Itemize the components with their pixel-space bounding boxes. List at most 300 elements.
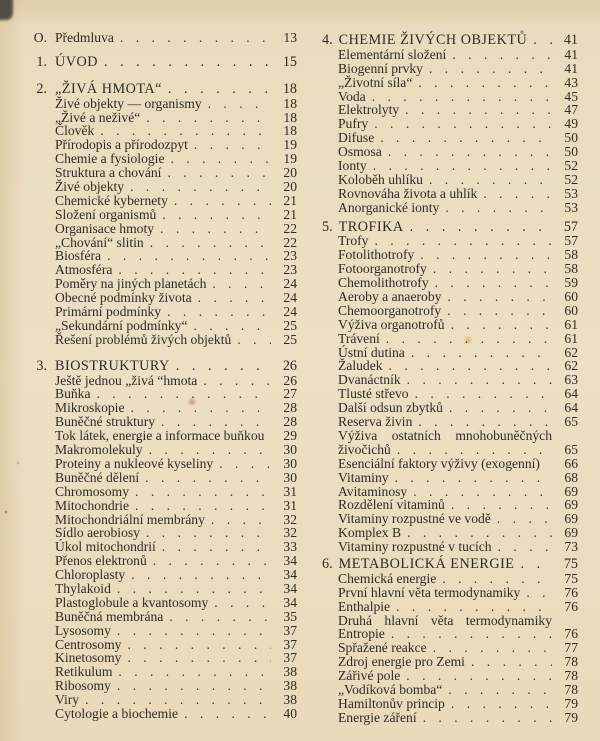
toc-entry-title: Tok látek, energie a informace buňkou <box>55 428 265 444</box>
page-number: 21 <box>283 192 297 208</box>
page-number: 47 <box>564 102 578 118</box>
page-number: 37 <box>283 636 297 652</box>
toc-entry-title: Sídlo aerobiosy <box>55 525 140 541</box>
toc-row <box>25 194 297 208</box>
toc-entry-title: Atmosféra <box>55 262 113 278</box>
toc-row <box>25 582 297 596</box>
page-number: 34 <box>283 567 297 583</box>
page-number: 50 <box>564 144 578 160</box>
page-number: 58 <box>564 247 578 263</box>
toc-entry-title: Retikulum <box>55 664 113 680</box>
toc-row <box>322 457 578 471</box>
page-number: 77 <box>564 640 578 656</box>
toc-entry-title: Buněčná membrána <box>55 608 164 624</box>
dot-leader <box>170 360 271 374</box>
toc-entry-title: Pufry <box>338 116 369 132</box>
dot-leader <box>368 117 552 131</box>
toc-row <box>322 159 578 173</box>
page-number: 78 <box>564 668 578 684</box>
dot-leader <box>374 131 552 145</box>
dot-leader <box>124 401 271 415</box>
table-of-contents <box>25 31 578 725</box>
toc-row <box>25 319 297 333</box>
page-number: 38 <box>283 692 297 708</box>
toc-entry-title: Trávení <box>338 330 380 346</box>
dot-leader <box>161 166 271 180</box>
toc-column-left <box>25 31 297 725</box>
toc-row <box>25 222 297 236</box>
page-number: 78 <box>564 681 578 697</box>
toc-entry-title: Vitaminy <box>338 469 389 485</box>
toc-entry-title: Osmosa <box>338 144 382 160</box>
scan-edge-artifact <box>0 0 13 20</box>
toc-entry-title: „Chování“ slitin <box>55 234 144 250</box>
dot-leader <box>231 333 271 347</box>
dot-leader <box>390 600 552 614</box>
page-number: 69 <box>564 511 578 527</box>
page-number: 43 <box>564 74 578 90</box>
toc-entry-title: Buněčné struktury <box>55 414 156 430</box>
toc-row <box>25 124 297 138</box>
toc-entry-title: „Vodíková bomba“ <box>338 681 443 697</box>
dot-leader <box>399 103 552 117</box>
page-number: 25 <box>283 317 297 333</box>
toc-row <box>322 387 578 401</box>
dot-leader <box>124 180 271 194</box>
toc-entry-title: Fotolithotrofy <box>338 247 415 263</box>
page-number: 20 <box>283 179 297 195</box>
toc-row <box>322 76 578 90</box>
dot-leader <box>407 485 552 499</box>
page-number: 23 <box>283 248 297 264</box>
toc-entry-title: Ionty <box>338 158 367 174</box>
page-number: 28 <box>283 414 297 430</box>
toc-entry-title: Hamiltonův princip <box>338 695 445 711</box>
toc-row <box>25 429 297 443</box>
toc-row <box>25 624 297 638</box>
dot-leader <box>139 471 271 485</box>
toc-row <box>322 471 578 485</box>
dot-leader <box>162 83 271 97</box>
toc-row <box>25 152 297 166</box>
toc-row <box>25 471 297 485</box>
page-number: 27 <box>283 386 297 402</box>
page-number: 38 <box>283 664 297 680</box>
dot-leader <box>188 319 271 333</box>
page-number: 75 <box>563 555 578 572</box>
toc-row <box>25 457 297 471</box>
toc-entry-title: Mitochondriální membrány <box>55 511 205 527</box>
toc-entry-title: Tlusté střevo <box>338 386 409 402</box>
toc-entry-title: Koloběh uhlíku <box>338 171 423 187</box>
toc-entry-title: Voda <box>338 88 366 104</box>
toc-entry-title: Biosféra <box>55 248 102 264</box>
dot-leader <box>514 558 552 572</box>
page-number: 19 <box>283 137 297 153</box>
dot-leader <box>429 276 552 290</box>
toc-entry-title: Zářivé pole <box>338 668 401 684</box>
dot-leader <box>367 159 552 173</box>
page-number: 57 <box>564 233 578 249</box>
toc-entry-title: Přenos elektronů <box>55 553 147 569</box>
toc-entry-title: Elementární složení <box>338 46 447 62</box>
toc-row <box>322 276 578 290</box>
toc-row <box>25 415 297 429</box>
page-number: 49 <box>564 116 578 132</box>
dot-leader <box>147 554 271 568</box>
toc-row <box>322 526 578 540</box>
toc-row <box>322 401 578 415</box>
toc-entry-title: Komplex B <box>338 525 402 541</box>
page-number: 34 <box>283 594 297 610</box>
dot-leader <box>491 512 552 526</box>
toc-entry-title: Obecné podmínky života <box>55 290 192 306</box>
dot-leader <box>156 208 271 222</box>
dot-leader <box>163 610 271 624</box>
page-number: 18 <box>283 95 297 111</box>
page-number: 76 <box>564 584 578 600</box>
toc-entry-title: Výživa organotrofů <box>338 316 445 332</box>
page-number: 66 <box>564 455 578 471</box>
dot-leader <box>400 669 552 683</box>
page-number: 76 <box>564 626 578 642</box>
dot-leader <box>414 248 552 262</box>
page-number: 20 <box>283 165 297 181</box>
dot-leader <box>154 222 271 236</box>
toc-entry-title: Organisace hmoty <box>55 220 155 236</box>
dot-leader <box>366 90 552 104</box>
toc-entry-title: První hlavní věta termodynamiky <box>338 584 521 600</box>
dot-leader <box>389 471 552 485</box>
page-number: 31 <box>283 483 297 499</box>
page-number: 64 <box>564 386 578 402</box>
page-number: 60 <box>564 302 578 318</box>
dot-leader <box>442 683 552 697</box>
toc-entry-title: Chemolithotrofy <box>338 275 429 291</box>
page-number: 62 <box>564 344 578 360</box>
toc-row <box>25 333 297 347</box>
dot-leader <box>445 697 552 711</box>
toc-entry-title: BIOSTRUKTURY <box>55 357 170 374</box>
toc-row <box>25 401 297 415</box>
toc-row <box>25 291 297 305</box>
dot-leader <box>441 304 552 318</box>
toc-entry-title: Lysosomy <box>55 622 111 638</box>
page-number: 75 <box>564 570 578 586</box>
toc-row <box>322 262 578 276</box>
toc-row <box>322 555 578 572</box>
toc-entry-title: CHEMIE ŽIVÝCH OBJEKTŮ <box>338 32 528 48</box>
page-number: 52 <box>564 158 578 174</box>
page-number: 50 <box>564 130 578 146</box>
dot-leader <box>188 138 271 152</box>
page-number: 18 <box>283 109 297 125</box>
toc-entry-title: Rovnováha života a uhlík <box>338 185 478 201</box>
dot-leader <box>144 236 271 250</box>
dot-leader <box>427 262 552 276</box>
dot-leader <box>445 498 552 512</box>
toc-entry-title: ÚVOD <box>55 53 98 70</box>
toc-row <box>25 80 297 97</box>
toc-row <box>25 513 297 527</box>
page-number: 18 <box>282 80 297 97</box>
page-number: 63 <box>564 372 578 388</box>
toc-entry-title: Úkol mitochondrií <box>55 539 156 555</box>
dot-leader <box>129 499 271 513</box>
dot-leader <box>404 221 552 235</box>
chapter-number: O. <box>33 30 47 45</box>
toc-entry-title: Člověk <box>55 123 95 139</box>
page-number: 38 <box>283 678 297 694</box>
page-number: 57 <box>563 218 578 235</box>
dot-leader <box>202 97 271 111</box>
toc-entry-title: „ŽIVÁ HMOTA“ <box>55 80 162 97</box>
page-number: 62 <box>564 358 578 374</box>
toc-row <box>322 234 578 248</box>
page-number: 53 <box>564 185 578 201</box>
toc-row <box>25 679 297 693</box>
dot-leader <box>401 526 552 540</box>
page-number: 41 <box>563 32 578 48</box>
page-number: 65 <box>564 441 578 457</box>
toc-row <box>322 145 578 159</box>
dot-leader <box>111 624 271 638</box>
dot-leader <box>111 679 271 693</box>
dot-leader <box>383 359 552 373</box>
dot-leader <box>417 711 552 725</box>
toc-entry-title: Makromolekuly <box>55 442 143 458</box>
toc-entry-title: Mikroskopie <box>55 400 125 416</box>
page-number: 19 <box>283 151 297 167</box>
toc-entry-title: Kinetosomy <box>55 650 122 666</box>
page-number: 29 <box>283 428 297 444</box>
toc-row <box>322 600 578 614</box>
page-number: 34 <box>283 553 297 569</box>
toc-entry-title: Rozdělení vitaminů <box>338 497 445 513</box>
toc-row <box>322 173 578 187</box>
toc-row <box>322 48 578 62</box>
toc-row <box>322 540 578 554</box>
toc-entry-title: Reserva živin <box>338 414 413 430</box>
toc-entry-title: Ještě jednou „živá “hmota <box>55 372 198 388</box>
toc-entry-title: Chloroplasty <box>55 567 126 583</box>
toc-entry-title: Buněčné dělení <box>55 469 140 485</box>
toc-row <box>25 31 297 45</box>
toc-row <box>25 208 297 222</box>
page-number: 22 <box>283 234 297 250</box>
page-number: 41 <box>564 60 578 76</box>
page-number: 32 <box>283 525 297 541</box>
toc-row <box>25 166 297 180</box>
toc-row <box>322 304 578 318</box>
toc-entry-title: Enthalpie <box>338 598 391 614</box>
toc-entry-title: TROFIKA <box>338 218 404 235</box>
dot-leader <box>409 387 552 401</box>
toc-entry-title: Buňka <box>55 386 91 402</box>
toc-row <box>25 665 297 679</box>
toc-row <box>322 359 578 373</box>
page-number: 78 <box>564 654 578 670</box>
page-number: 35 <box>283 608 297 624</box>
dot-leader <box>412 415 552 429</box>
toc-row <box>322 218 578 235</box>
dot-leader <box>140 111 271 125</box>
dot-leader <box>492 540 552 554</box>
page-number: 24 <box>283 304 297 320</box>
dot-leader <box>206 277 271 291</box>
toc-entry-title: Avitaminosy <box>338 483 408 499</box>
toc-row <box>322 187 578 201</box>
page-number: 30 <box>283 469 297 485</box>
toc-entry-title: Chromosomy <box>55 483 130 499</box>
toc-entry-title: Řešení problémů živých objektů <box>55 331 232 347</box>
toc-row <box>322 572 578 586</box>
dot-leader <box>178 707 271 721</box>
dot-leader <box>112 665 271 679</box>
page-number: 64 <box>564 400 578 416</box>
dot-leader <box>477 187 552 201</box>
dot-leader <box>527 34 552 48</box>
toc-row <box>322 34 578 48</box>
toc-entry-title: Poměry na jiných planetách <box>55 276 207 292</box>
page-number: 60 <box>564 289 578 305</box>
toc-row <box>25 357 297 374</box>
page-number: 69 <box>564 497 578 513</box>
page-number: 31 <box>283 497 297 513</box>
dot-leader <box>112 263 271 277</box>
dot-leader <box>143 443 271 457</box>
toc-row <box>322 201 578 215</box>
page-number: 61 <box>564 330 578 346</box>
toc-row <box>25 97 297 111</box>
toc-row <box>322 711 578 725</box>
dot-leader <box>114 31 271 45</box>
dot-leader <box>91 387 272 401</box>
toc-entry-title: Chemie a fysiologie <box>55 151 165 167</box>
page-number: 79 <box>564 695 578 711</box>
dot-leader <box>412 76 552 90</box>
dot-leader <box>161 305 271 319</box>
toc-row <box>322 117 578 131</box>
toc-row <box>25 53 297 70</box>
toc-row <box>322 332 578 346</box>
dot-leader <box>520 586 552 600</box>
toc-row <box>25 499 297 513</box>
toc-entry-title: Přírodopis a přírodozpyt <box>55 137 188 153</box>
toc-row <box>322 90 578 104</box>
toc-row <box>322 485 578 499</box>
page-number: 79 <box>564 709 578 725</box>
dot-leader <box>140 526 271 540</box>
toc-entry-title: Chemické kybernety <box>55 192 168 208</box>
toc-entry-title: Chemická energie <box>338 570 437 586</box>
dot-leader <box>94 124 271 138</box>
toc-entry-title: Trofy <box>338 233 369 249</box>
dot-leader <box>129 485 271 499</box>
toc-row <box>322 373 578 387</box>
toc-row <box>25 693 297 707</box>
dot-leader <box>213 457 271 471</box>
toc-row <box>322 248 578 262</box>
page-number: 33 <box>283 539 297 555</box>
page-number: 41 <box>564 46 578 62</box>
toc-entry-title: Viry <box>55 692 80 708</box>
page-number: 26 <box>283 372 297 388</box>
toc-row <box>322 443 578 457</box>
toc-entry-title: Další odsun zbytků <box>338 400 443 416</box>
dot-leader <box>121 651 271 665</box>
dot-leader <box>164 152 271 166</box>
toc-row <box>25 540 297 554</box>
toc-row <box>322 669 578 683</box>
toc-entry-title: Centrosomy <box>55 636 122 652</box>
dot-leader <box>427 641 552 655</box>
toc-row <box>25 138 297 152</box>
page-number: 32 <box>283 511 297 527</box>
toc-entry-title: „Sekundární podmínky“ <box>55 317 188 333</box>
toc-row <box>322 429 578 443</box>
toc-row <box>25 568 297 582</box>
toc-row <box>25 263 297 277</box>
toc-row <box>25 180 297 194</box>
toc-column-right <box>322 31 578 725</box>
page-number: 76 <box>564 598 578 614</box>
toc-row <box>25 249 297 263</box>
toc-entry-title: Chemoorganotrofy <box>338 302 442 318</box>
toc-entry-title: Esenciální faktory výživy (exogenní) <box>338 455 540 471</box>
dot-leader <box>382 145 552 159</box>
toc-entry-title: Ribosomy <box>55 678 111 694</box>
chapter-number: 1. <box>36 53 47 70</box>
toc-entry-title: Aeroby a anaeroby <box>338 289 442 305</box>
page-number: 53 <box>564 199 578 215</box>
dot-leader <box>155 415 271 429</box>
page-number: 24 <box>283 290 297 306</box>
toc-row <box>25 443 297 457</box>
dot-leader <box>405 346 552 360</box>
toc-entry-title: Výživa ostatních mnohobuněčných <box>338 427 552 443</box>
toc-entry-title: Spřažené reakce <box>338 640 427 656</box>
toc-entry-title: Vitaminy rozpustné v tucích <box>338 539 492 555</box>
page-number: 21 <box>283 206 297 222</box>
dot-leader <box>423 62 552 76</box>
toc-entry-title: Vitaminy rozpustné ve vodě <box>338 511 491 527</box>
toc-row <box>322 627 578 641</box>
toc-entry-title: „Životní síla“ <box>338 74 413 90</box>
dot-leader <box>121 638 271 652</box>
chapter-number: 5. <box>322 218 333 235</box>
toc-entry-title: Proteiny a nukleové kyseliny <box>55 455 214 471</box>
chapter-number: 2. <box>36 80 47 97</box>
page-number: 28 <box>283 400 297 416</box>
toc-entry-title: Zdroj energie pro Zemi <box>338 654 465 670</box>
toc-entry-title: METABOLICKÁ ENERGIE <box>338 555 515 572</box>
page-number: 26 <box>282 357 297 374</box>
dot-leader <box>192 291 271 305</box>
toc-entry-title: Anorganické ionty <box>338 199 440 215</box>
page-number: 30 <box>283 442 297 458</box>
toc-row <box>25 638 297 652</box>
toc-entry-title: Biogenní prvky <box>338 60 423 76</box>
toc-entry-title: Předmluva <box>55 30 114 45</box>
toc-row <box>322 697 578 711</box>
toc-entry-title: Difuse <box>338 130 375 146</box>
page-number: 61 <box>564 316 578 332</box>
page-number: 65 <box>564 414 578 430</box>
toc-row <box>322 415 578 429</box>
dot-leader <box>423 173 552 187</box>
page-number: 15 <box>282 53 297 70</box>
